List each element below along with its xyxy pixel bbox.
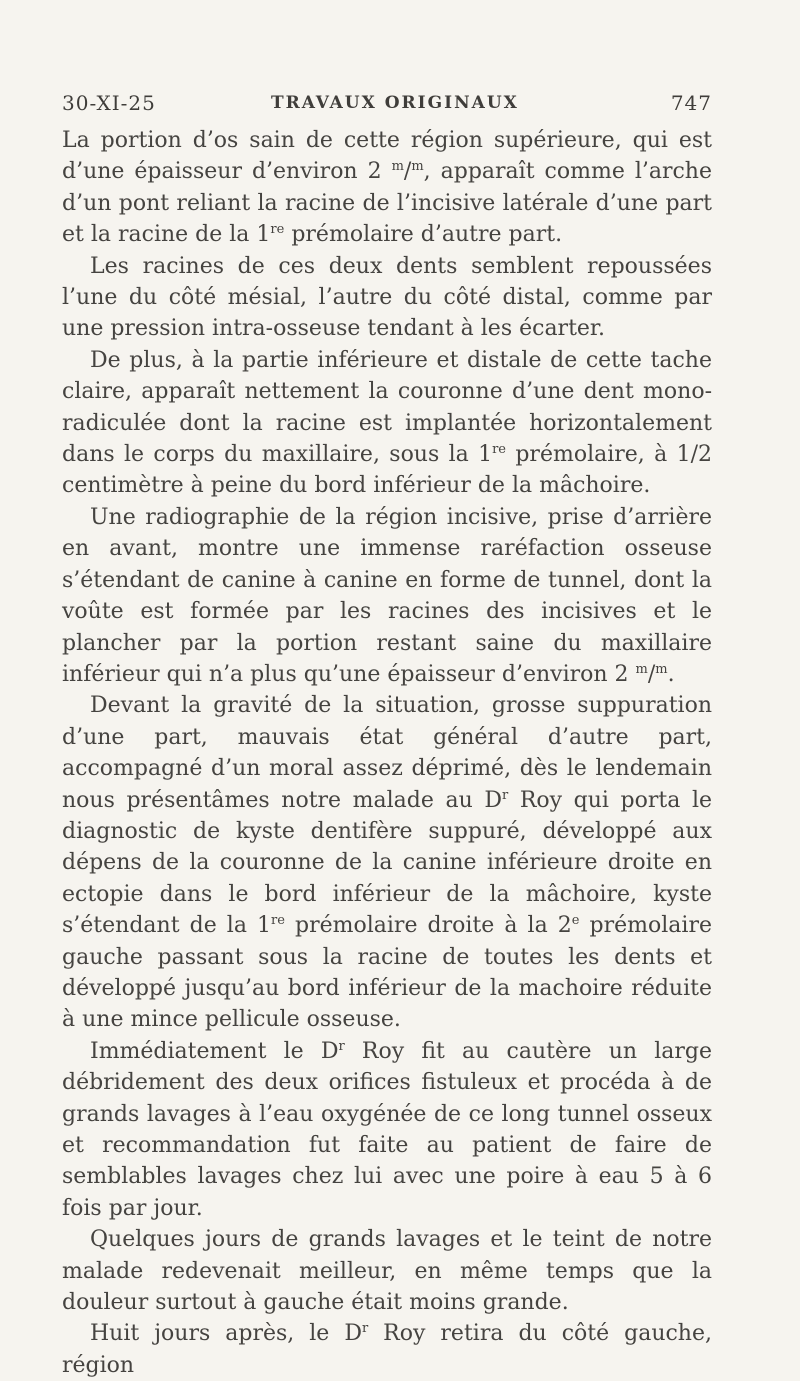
paragraph — [62, 125, 712, 251]
superscript: re — [270, 222, 285, 238]
header-date: 30-XI-25 — [62, 91, 156, 115]
paragraph — [62, 1036, 712, 1224]
text-run: Roy fit au cautère un large débridement des deux orifices fistuleux et procéda à de grands lavages à l’eau oxygénée de ce long tunnel osseux et recommandation fut faite au patient de faire de semblables lavages chez lui avec une poire à eau 5 à 6 fois par jour. — [62, 1038, 712, 1221]
paragraph — [62, 1224, 712, 1318]
superscript: r — [502, 787, 509, 803]
paragraph — [62, 251, 712, 345]
text-run: Une radiographie de la région incisive, prise d’arrière en avant, montre une immense raréfaction osseuse s’étendant de canine à canine en forme de tunnel, dont la voûte est formée par les racines des incisives et le plancher par la portion restant saine du maxillaire inférieur qui n’a plus qu’une épaisseur d’environ 2 — [62, 504, 712, 687]
text-run: La portion d’os sain de cette région supérieure, qui est d’une épaisseur d’environ 2 — [62, 128, 712, 185]
text-run: prémolaire, à 1/2 centimètre à peine du bord inférieur de la mâchoire. — [62, 442, 712, 499]
superscript: m — [655, 661, 668, 677]
superscript: re — [271, 913, 285, 929]
superscript: r — [338, 1038, 345, 1054]
text-run: prémolaire d’autre part. — [284, 222, 563, 248]
paragraph — [62, 690, 712, 1035]
text-run: Roy qui porta le diagnostic de kyste dentifère suppuré, développé aux dépens de la couronne de la canine inférieure droite en ectopie dans le bord inférieur de la mâchoire, kyste s’étendant de la 1 — [62, 787, 712, 939]
text-run: prémolaire gauche passant sous la racine de toutes les dents et développé jusqu’au bord inférieur de la machoire réduite à une mince pellicule osseuse. — [62, 913, 712, 1033]
text-run: Immédiatement le D — [90, 1038, 339, 1064]
page-number: 747 — [670, 91, 712, 115]
paragraph — [62, 1318, 712, 1381]
text-run: Quelques jours de grands lavages et le teint de notre malade redevenait meilleur, en même temps que la douleur surtout à gauche était moins grande. — [62, 1227, 712, 1316]
text-run: / — [403, 159, 412, 185]
paragraph — [62, 502, 712, 690]
superscript: re — [492, 442, 507, 458]
text-run: Devant la gravité de la situation, grosse suppuration d’une part, mauvais état général d’autre part, accompagné d’un moral assez déprimé, dès le lendemain nous présentâmes notre malade au D — [62, 693, 712, 813]
running-header — [62, 88, 712, 118]
text-run: , apparaît comme l’arche d’un pont reliant la racine de l’incisive latérale d’une part et la racine de la 1 — [62, 159, 712, 248]
text-run: / — [647, 661, 656, 687]
paragraph — [62, 345, 712, 502]
text-run: Les racines de ces deux dents semblent repoussées l’une du côté mésial, l’autre du côté distal, comme par une pression intra-osseuse tendant à les écarter. — [62, 253, 712, 342]
superscript: r — [361, 1321, 369, 1337]
header-title: TRAVAUX ORIGINAUX — [271, 93, 519, 113]
text-run: De plus, à la partie inférieure et distale de cette tache claire, apparaît nettement la couronne d’une dent mono-radiculée dont la racine est implantée horizontalement dans le corps du maxillaire, sous la 1 — [62, 347, 712, 468]
body-text — [62, 125, 712, 1381]
superscript: m — [391, 159, 404, 175]
superscript: m — [635, 661, 648, 677]
superscript: e — [571, 913, 580, 929]
text-run: Roy retira du côté gauche, région — [62, 1321, 712, 1378]
text-run: prémolaire droite à la 2 — [284, 913, 572, 939]
superscript: m — [411, 159, 424, 175]
text-run: Huit jours après, le D — [90, 1321, 362, 1347]
text-run: . — [667, 661, 675, 687]
